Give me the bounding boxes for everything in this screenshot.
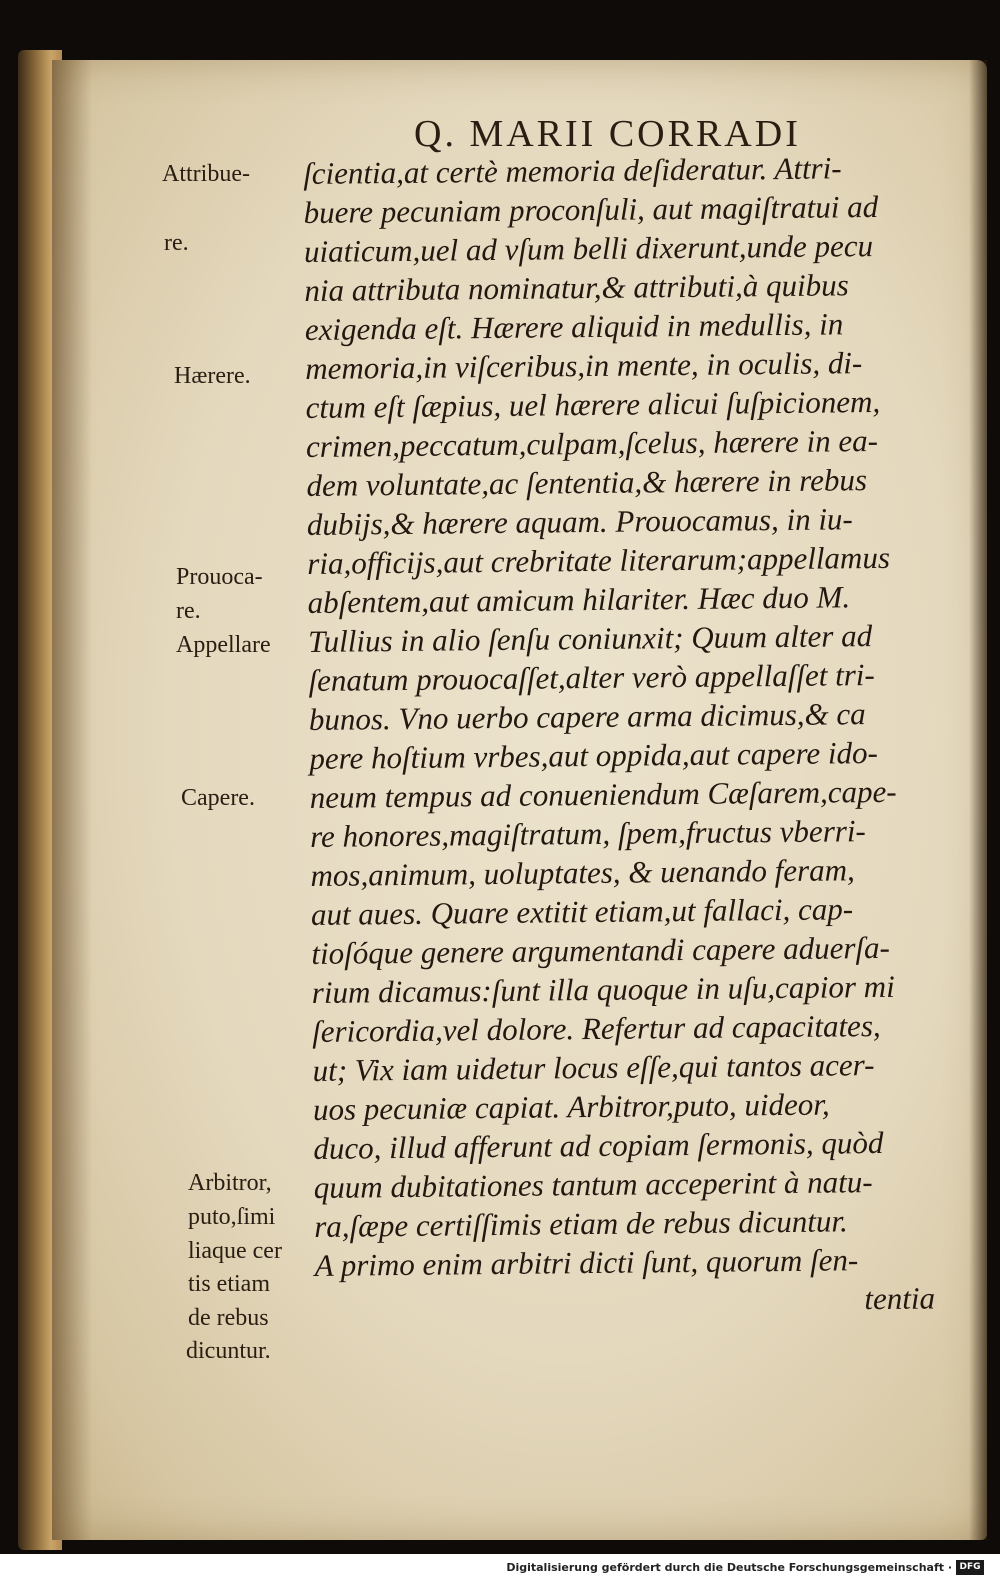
main-text-block bbox=[303, 147, 975, 1324]
running-head: Q. MARII CORRADI bbox=[414, 113, 801, 155]
text-line: dubijs,& hærere aquam. Prouocamus, in iu- bbox=[306, 501, 853, 542]
marginal-note: Appellare bbox=[176, 632, 271, 658]
text-line: re honores,magiſtratum, ſpem,fructus vberri- bbox=[309, 813, 866, 854]
text-line: ut; Vix iam uidetur locus eſſe,qui tantos acer- bbox=[312, 1047, 875, 1088]
marginal-note: puto,ſimi bbox=[188, 1204, 276, 1230]
text-line: ria,officijs,aut crebritate literarum;appellamus bbox=[307, 539, 891, 581]
text-line: ra,ſæpe certiſſimis etiam de rebus dicuntur. bbox=[314, 1203, 848, 1244]
text-line: abſentem,aut amicum hilariter. Hæc duo M. bbox=[307, 579, 851, 620]
text-line: ſenatum prouocaſſet,alter verò appellaſſet tri- bbox=[308, 657, 875, 698]
marginal-note: Prouoca- bbox=[176, 564, 263, 590]
text-line: mos,animum, uoluptates, & uenando feram, bbox=[310, 852, 855, 893]
text-line: tioſóque genere argumentandi capere aduerſa- bbox=[311, 929, 891, 971]
marginal-note: re. bbox=[164, 230, 189, 256]
text-line: neum tempus ad conueniendum Cæſarem,cape- bbox=[309, 773, 897, 815]
text-line: dem voluntate,ac ſententia,& hærere in rebus bbox=[306, 462, 868, 503]
marginal-note: de rebus bbox=[188, 1305, 269, 1331]
text-line: uiaticum,uel ad vſum belli dixerunt,unde pecu bbox=[303, 228, 874, 269]
text-line: exigenda eſt. Hærere aliquid in medullis, in bbox=[304, 306, 844, 347]
text-line: rium dicamus:ſunt illa quoque in uſu,capior mi bbox=[311, 968, 895, 1010]
text-line: uos pecuniæ capiat. Arbitror,puto, uideor, bbox=[312, 1086, 830, 1127]
marginal-note: Attribue- bbox=[162, 161, 250, 187]
dfg-logo: DFG bbox=[956, 1560, 984, 1575]
marginal-note: Arbitror, bbox=[188, 1170, 272, 1196]
text-line: crimen,peccatum,culpam,ſcelus, hærere in ea- bbox=[305, 422, 879, 464]
page-edge-shadow bbox=[969, 60, 987, 1540]
funding-credit: Digitalisierung gefördert durch die Deutsche Forschungsgemeinschaft · bbox=[506, 1561, 952, 1574]
marginal-note: dicuntur. bbox=[186, 1338, 271, 1364]
marginal-note: Hærere. bbox=[174, 363, 251, 389]
text-line: Tullius in alio ſenſu coniunxit; Quum alter ad bbox=[307, 618, 873, 659]
marginal-note: Capere. bbox=[181, 785, 255, 811]
marginal-note: re. bbox=[176, 598, 201, 624]
text-line: duco, illud afferunt ad copiam ſermonis, quòd bbox=[313, 1124, 884, 1166]
catchword: tentia bbox=[864, 1280, 936, 1317]
text-line: buere pecuniam proconſuli, aut magiſtratui ad bbox=[303, 188, 879, 230]
text-line: pere hoſtium vrbes,aut oppida,aut capere ido- bbox=[309, 735, 879, 776]
marginal-note: tis etiam bbox=[188, 1271, 270, 1297]
page-gutter-shadow bbox=[52, 60, 92, 1540]
text-line: ſericordia,vel dolore. Refertur ad capacitates, bbox=[312, 1007, 881, 1049]
footer-bar bbox=[0, 1554, 1000, 1584]
marginal-note: liaque cer bbox=[188, 1238, 282, 1264]
text-line: ſcientia,at certè memoria deſideratur. Attri- bbox=[303, 150, 842, 191]
text-line: nia attributa nominatur,& attributi,à quibus bbox=[304, 267, 849, 308]
text-line: ctum eſt ſæpius, uel hærere alicui ſuſpicionem, bbox=[305, 383, 881, 425]
text-line: aut aues. Quare extitit etiam,ut fallaci, cap- bbox=[310, 891, 854, 932]
text-line: quum dubitationes tantum acceperint à natu- bbox=[313, 1164, 873, 1205]
text-line: bunos. Vno uerbo capere arma dicimus,& ca bbox=[308, 696, 866, 737]
text-line: A primo enim arbitri dicti ſunt, quorum ſen- bbox=[314, 1242, 859, 1283]
text-line: memoria,in viſceribus,in mente, in oculis, di- bbox=[305, 345, 863, 386]
